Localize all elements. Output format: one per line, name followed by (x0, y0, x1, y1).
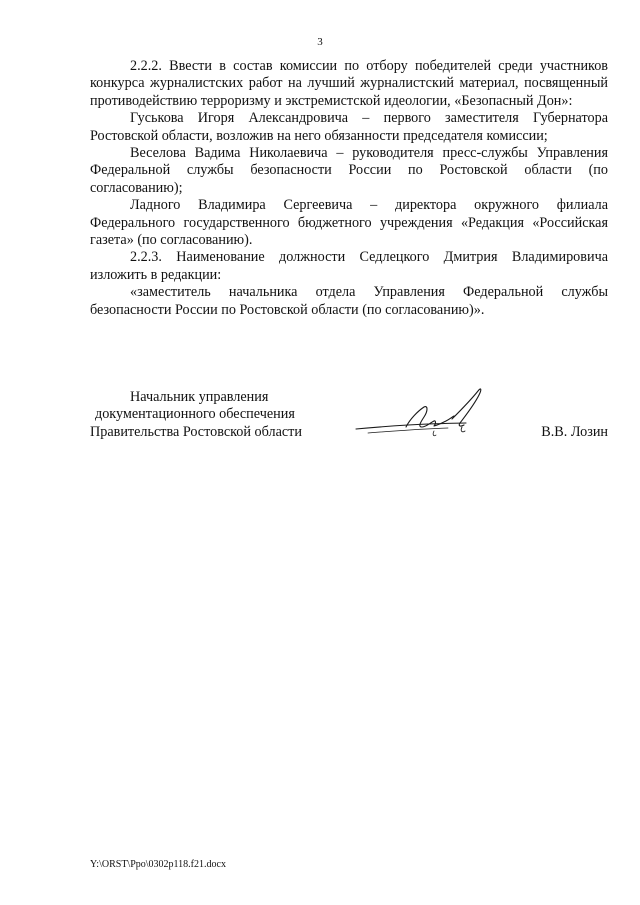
paragraph-ladny: Ладного Владимира Сергеевича – директора окружного филиала Федерального государственного бюджетного учреждения «Редакция «Российская газета» (по согласованию). (90, 197, 608, 249)
signer-position-line: Начальник управления (130, 389, 269, 405)
signer-position-line: документационного обеспечения (95, 406, 295, 423)
document-file-path: Y:\ORST\Ppo\0302p118.f21.docx (90, 859, 226, 870)
paragraph-veselov: Веселова Вадима Николаевича – руководителя пресс-службы Управления Федеральной службы безопасности России по Ростовской области (по согласованию); (90, 145, 608, 196)
paragraph-sedletsky-intro: 2.2.3. Наименование должности Седлецкого Дмитрия Владимировича изложить в редакции: (90, 249, 608, 283)
handwritten-signature (348, 383, 508, 453)
paragraph-sedletsky-title: «заместитель начальника отдела Управления Федеральной службы безопасности России по Ростовской области (по согласованию)». (90, 284, 608, 318)
signer-position-line: Правительства Ростовской области (90, 423, 302, 440)
signature-block (90, 389, 608, 459)
signer-name: В.В. Лозин (541, 423, 608, 440)
paragraph-commission-intro: 2.2.2. Ввести в состав комиссии по отбору победителей среди участников конкурса журналистских работ на лучший журналистский материал, посвященный противодействию терроризму и экстремистской идеологии, «Безопасный Дон»: (90, 58, 608, 109)
paragraph-guskov: Гуськова Игоря Александровича – первого заместителя Губернатора Ростовской области, возложив на него обязанности председателя комиссии; (90, 110, 608, 144)
signer-position (90, 389, 302, 441)
document-body (90, 58, 608, 319)
page-number: 3 (317, 36, 323, 48)
